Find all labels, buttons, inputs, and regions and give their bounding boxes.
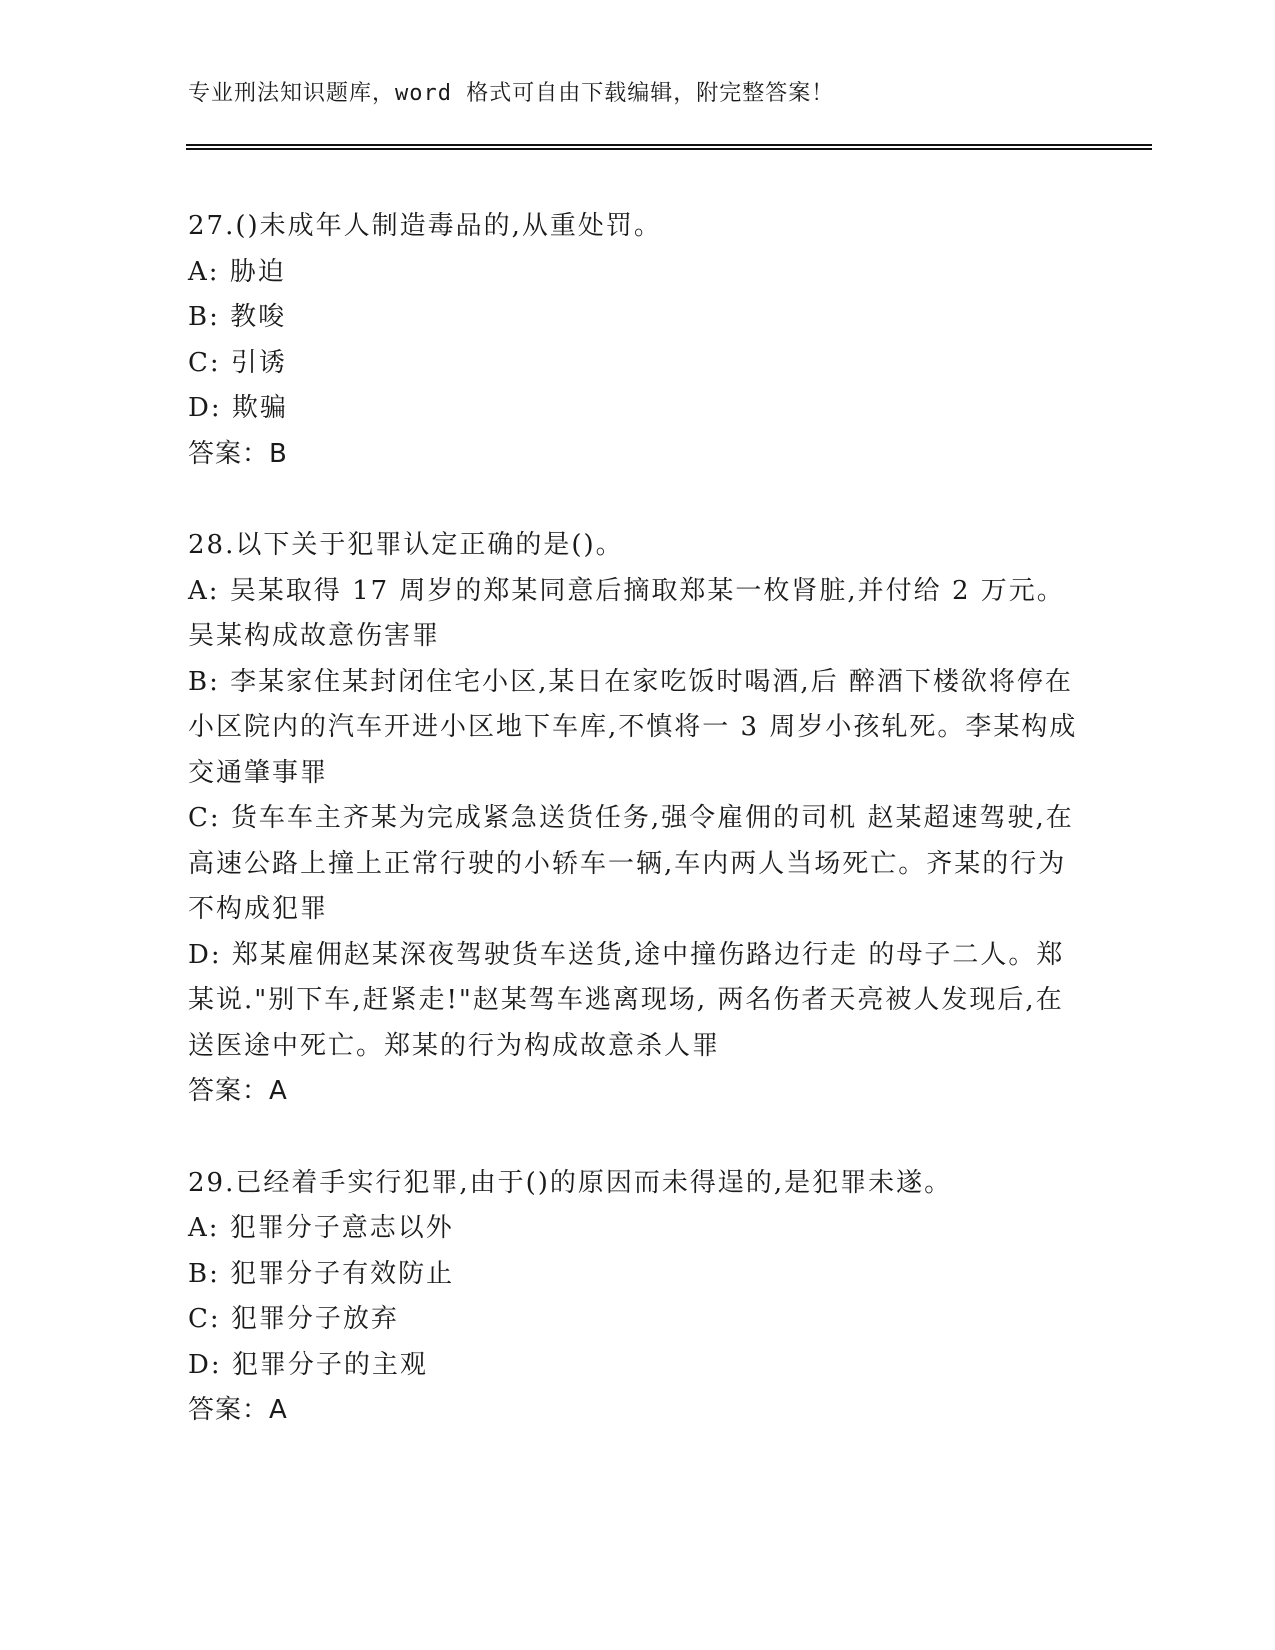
answer-line: 答案：A [188, 1395, 288, 1425]
option-c: C: 货车车主齐某为完成紧急送货任务,强令雇佣的司机 赵某超速驾驶,在高速公路上撞上正常行驶的小轿车一辆,车内两人当场死亡。齐某的行为不构成犯罪 [188, 803, 1074, 924]
option-d: D: 郑某雇佣赵某深夜驾驶货车送货,途中撞伤路边行走 的母子二人。郑某说."别下车,赶紧走!"赵某驾车逃离现场, 两名伤者天亮被人发现后,在送医途中死亡。郑某的行为构成故意杀人罪 [188, 939, 1065, 1061]
question-stem: 27.()未成年人制造毒品的,从重处罚。 [188, 211, 662, 241]
question-27 [188, 204, 1088, 477]
option-b: B: 教唆 [188, 302, 287, 332]
option-c: C: 引诱 [188, 347, 287, 378]
option-b: B: 李某家住某封闭住宅小区,某日在家吃饭时喝酒,后 醉酒下楼欲将停在小区院内的汽车开进小区地下车库,不慎将一 3 周岁小孩轧死。李某构成交通肇事罪 [188, 666, 1078, 788]
answer-line: 答案：B [188, 438, 288, 469]
question-stem: 28.以下关于犯罪认定正确的是()。 [188, 530, 624, 560]
question-28 [188, 523, 1088, 1115]
option-d: D: 欺骗 [188, 393, 288, 423]
question-29 [188, 1161, 1088, 1434]
header-divider [186, 144, 1152, 150]
answer-line: 答案：A [188, 1076, 288, 1106]
option-b: B: 犯罪分子有效防止 [188, 1258, 455, 1289]
question-list [188, 204, 1088, 1480]
question-stem: 29.已经着手实行犯罪,由于()的原因而未得逞的,是犯罪未遂。 [188, 1167, 953, 1198]
option-a: A: 犯罪分子意志以外 [188, 1213, 454, 1243]
page-header: 专业刑法知识题库，word 格式可自由下载编辑，附完整答案！ [188, 81, 835, 106]
option-a: A: 胁迫 [188, 256, 286, 287]
option-d: D: 犯罪分子的主观 [188, 1349, 428, 1380]
option-c: C: 犯罪分子放弃 [188, 1304, 399, 1334]
option-a: A: 吴某取得 17 周岁的郑某同意后摘取郑某一枚肾脏,并付给 2 万元。吴某构成故意伤害罪 [188, 575, 1065, 651]
